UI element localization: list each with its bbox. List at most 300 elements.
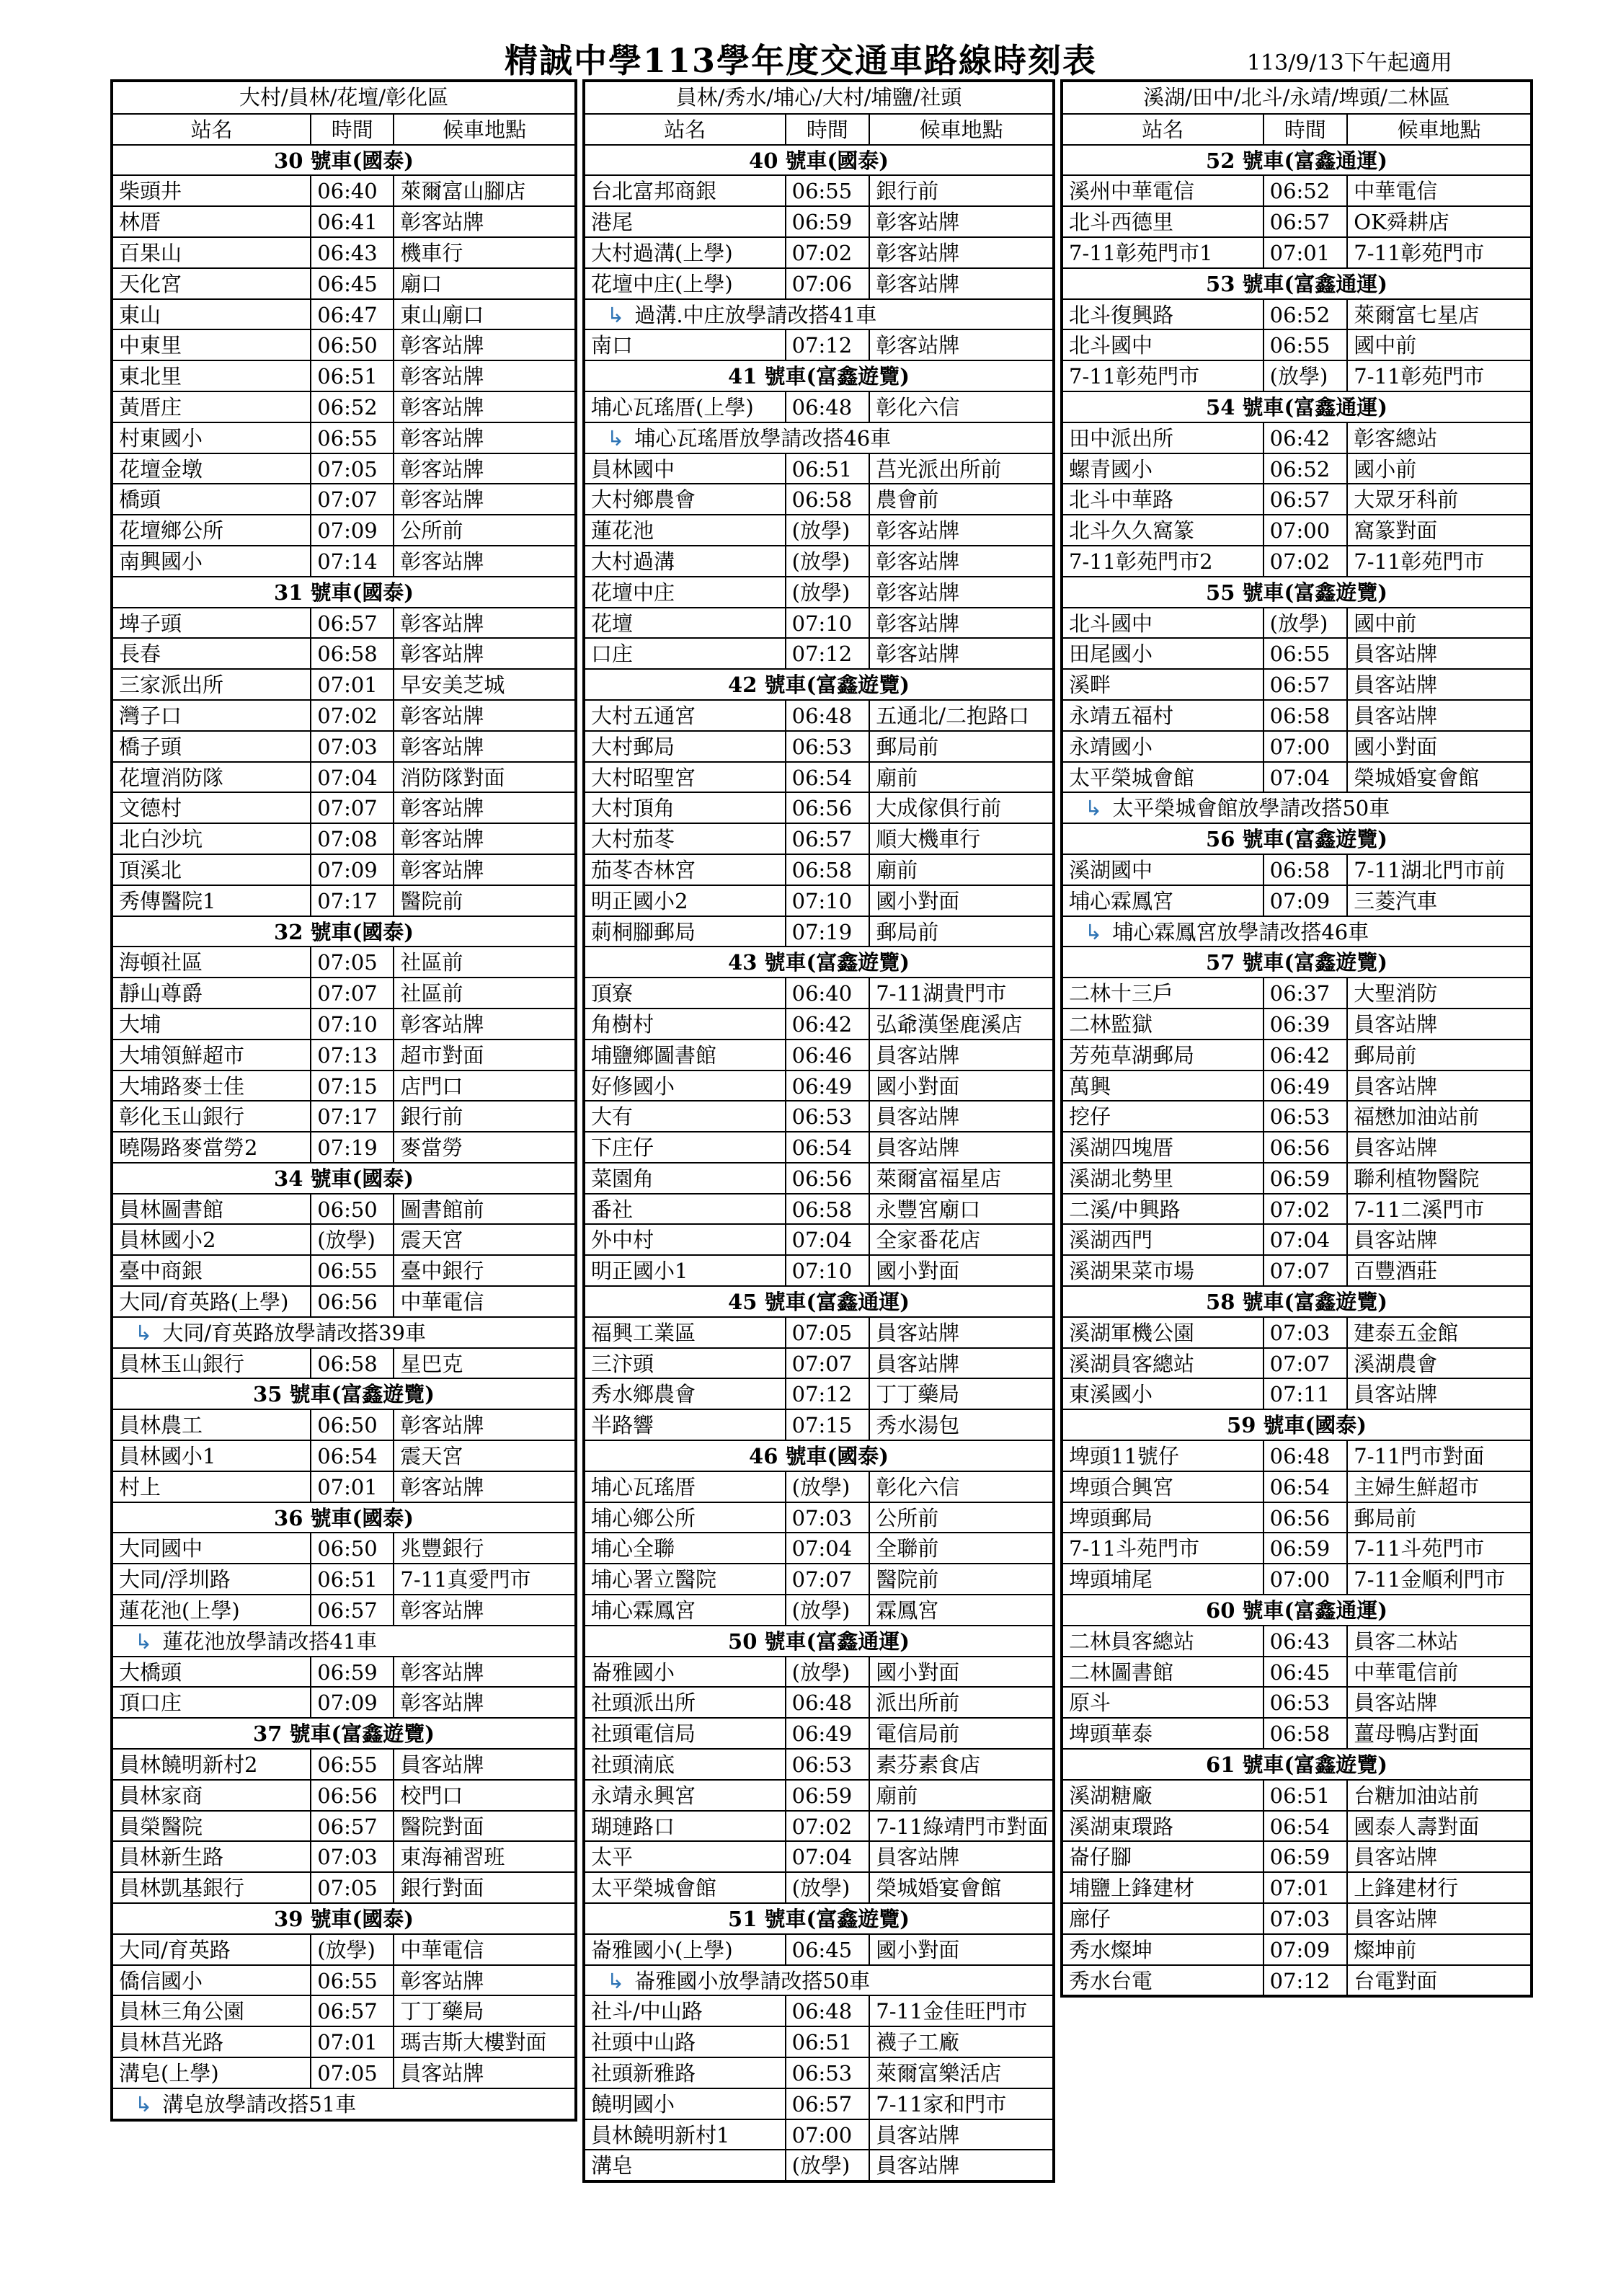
- table-row: [585, 916, 1052, 947]
- table-row: [113, 730, 574, 761]
- pickup-location: 萊爾富七星店: [1354, 302, 1480, 327]
- table-row: [585, 699, 1052, 730]
- table-row: [585, 1100, 1052, 1131]
- pickup-location: 丁丁藥局: [876, 1382, 960, 1407]
- departure-time: 07:10: [311, 1009, 394, 1039]
- pickup-location: 榮城婚宴會館: [1354, 765, 1480, 790]
- pickup-location: 員客站牌: [400, 1752, 484, 1778]
- table-row: [1063, 1625, 1530, 1656]
- table-row: [585, 977, 1052, 1008]
- table-row: [113, 360, 574, 391]
- station-name: 大村過溝(上學): [585, 238, 786, 267]
- pickup-location: 廟口: [400, 271, 443, 296]
- region-header: 員林/秀水/埔心/大村/埔鹽/社頭: [675, 85, 962, 110]
- departure-time: 06:51: [311, 361, 394, 391]
- pickup-location: 彰客站牌: [400, 1598, 484, 1623]
- departure-time: 07:03: [311, 1842, 394, 1871]
- station-name: 菜園角: [585, 1163, 786, 1193]
- transfer-arrow-icon: ↳: [1085, 796, 1103, 821]
- table-row: [585, 1378, 1052, 1409]
- region-header: 溪湖/田中/北斗/永靖/埤頭/二林區: [1143, 85, 1450, 110]
- pickup-location: 7-11湖貴門市: [876, 981, 1007, 1006]
- departure-time: 07:02: [786, 238, 871, 267]
- departure-time: 06:55: [311, 1966, 394, 1995]
- station-name: 中東里: [113, 330, 311, 360]
- pickup-location: 彰客站牌: [400, 456, 484, 482]
- pickup-location: 彰客站牌: [400, 394, 484, 420]
- table-row: [585, 1871, 1052, 1902]
- pickup-location: 彰客站牌: [400, 364, 484, 389]
- station-name: 員林莒光路: [113, 2027, 311, 2057]
- departure-time: 06:50: [311, 1410, 394, 1440]
- station-name: 大同/浮圳路: [113, 1564, 311, 1594]
- pickup-location: 郵局前: [876, 734, 939, 759]
- table-row: [585, 453, 1052, 484]
- departure-time: 07:03: [1264, 1904, 1349, 1933]
- pickup-location: 彰客站牌: [400, 1474, 484, 1499]
- station-name: 太平榮城會館: [1063, 763, 1264, 792]
- table-row: [585, 1594, 1052, 1625]
- departure-time: 06:58: [786, 1194, 871, 1224]
- bus-header: 56 號車(富鑫遊覽): [1063, 823, 1530, 854]
- pickup-location: 員客站牌: [1354, 673, 1438, 698]
- station-name: 7-11彰苑門市1: [1063, 238, 1264, 267]
- table-row: [585, 1563, 1052, 1594]
- table-row: [113, 329, 574, 360]
- station-name: 社頭新雅路: [585, 2058, 786, 2088]
- pickup-location: 順大機車行: [876, 827, 981, 852]
- pickup-location: 中華電信: [400, 1937, 484, 1962]
- station-name: 社頭中山路: [585, 2027, 786, 2057]
- pickup-location: 全家番花店: [876, 1228, 981, 1253]
- pickup-location: 彰客站牌: [876, 611, 960, 636]
- table-row: [113, 1748, 574, 1779]
- pickup-location: 五通北/二抱路口: [876, 703, 1030, 728]
- departure-time: 07:00: [1264, 732, 1349, 761]
- departure-time: 07:04: [1264, 1225, 1349, 1254]
- pickup-location: 台糖加油站前: [1354, 1783, 1480, 1808]
- departure-time: 06:58: [311, 639, 394, 668]
- table-row: [585, 730, 1052, 761]
- table-row: [113, 391, 574, 422]
- table-row: [113, 885, 574, 916]
- departure-time: 07:19: [311, 1133, 394, 1162]
- departure-time: 06:57: [1264, 484, 1349, 514]
- table-row: [113, 174, 574, 205]
- departure-time: 06:58: [1264, 1719, 1349, 1748]
- departure-time: 07:12: [786, 639, 871, 668]
- pickup-location: 派出所前: [876, 1690, 960, 1716]
- departure-time: 06:55: [1264, 330, 1349, 360]
- station-name: 頂溪北: [113, 855, 311, 885]
- header-time: 時間: [1264, 115, 1349, 144]
- transfer-note: [113, 2088, 574, 2119]
- table-row: [1063, 1162, 1530, 1193]
- departure-time: 07:07: [786, 1349, 871, 1378]
- bus-header: 43 號車(富鑫遊覽): [585, 946, 1052, 977]
- departure-time: 07:00: [1264, 515, 1349, 545]
- table-row: [585, 1254, 1052, 1285]
- pickup-location: 震天宮: [400, 1228, 463, 1253]
- station-name: 下庄仔: [585, 1133, 786, 1162]
- table-row: [113, 1840, 574, 1871]
- pickup-location: 彰客站牌: [400, 1413, 484, 1438]
- station-name: 員林國小1: [113, 1441, 311, 1471]
- transfer-arrow-icon: ↳: [135, 1628, 153, 1654]
- table-row: [113, 483, 574, 514]
- departure-time: 06:53: [786, 732, 871, 761]
- pickup-location: 郵局前: [876, 919, 939, 944]
- station-name: 大村五通宮: [585, 701, 786, 730]
- table-row: [585, 391, 1052, 422]
- station-name: 瑚璉路口: [585, 1812, 786, 1841]
- pickup-location: 員客站牌: [400, 2061, 484, 2086]
- pickup-location: 員客站牌: [1354, 1135, 1438, 1161]
- station-name: 秀水鄉農會: [585, 1379, 786, 1409]
- station-name: 埤子頭: [113, 608, 311, 638]
- pickup-location: 星巴克: [400, 1351, 463, 1376]
- station-name: 花壇鄉公所: [113, 515, 311, 545]
- departure-time: 06:43: [311, 238, 394, 267]
- pickup-location: 彰客站牌: [400, 642, 484, 667]
- departure-time: 07:00: [786, 2120, 871, 2150]
- bus-header: 42 號車(富鑫遊覽): [585, 668, 1052, 699]
- departure-time: 07:09: [311, 1688, 394, 1717]
- station-name: 大村昭聖宮: [585, 763, 786, 792]
- pickup-location: 國中前: [1354, 333, 1417, 358]
- station-name: 大村過溝: [585, 546, 786, 576]
- table-row: [113, 1100, 574, 1131]
- pickup-location: 員客站牌: [876, 1320, 960, 1345]
- departure-time: 06:52: [1264, 454, 1349, 484]
- departure-time: 06:55: [311, 1256, 394, 1285]
- station-name: 員林三角公園: [113, 1996, 311, 2026]
- transfer-note: [1063, 792, 1530, 823]
- departure-time: 07:03: [1264, 1318, 1349, 1347]
- departure-time: 07:04: [786, 1842, 871, 1871]
- station-name: 海頓社區: [113, 947, 311, 977]
- pickup-location: 瑪吉斯大樓對面: [400, 2030, 547, 2055]
- pickup-location: 員客站牌: [876, 1042, 960, 1068]
- pickup-location: 薑母鴨店對面: [1354, 1721, 1480, 1747]
- pickup-location: 機車行: [400, 240, 463, 265]
- departure-time: 07:05: [786, 1318, 871, 1347]
- table-row: [585, 1686, 1052, 1717]
- table-row: [585, 637, 1052, 668]
- pickup-location: 彰客總站: [1354, 425, 1438, 451]
- pickup-location: 超市對面: [400, 1042, 484, 1068]
- station-name: 社頭派出所: [585, 1688, 786, 1717]
- station-name: 福興工業區: [585, 1318, 786, 1347]
- station-name: 埔心鄉公所: [585, 1503, 786, 1533]
- station-name: 大同/育英路: [113, 1935, 311, 1964]
- pickup-location: 員客站牌: [876, 1104, 960, 1130]
- departure-time: 06:58: [311, 1349, 394, 1378]
- departure-time: 06:56: [786, 793, 871, 823]
- pickup-location: 大眾牙科前: [1354, 487, 1459, 513]
- departure-time: 07:10: [786, 608, 871, 638]
- pickup-location: 萊爾富樂活店: [876, 2061, 1002, 2086]
- departure-time: 06:59: [1264, 1842, 1349, 1871]
- departure-time: 07:00: [1264, 1564, 1349, 1594]
- bus-header: 40 號車(國泰): [585, 144, 1052, 175]
- departure-time: (放學): [786, 577, 871, 607]
- header-station: 站名: [113, 115, 311, 144]
- transfer-note-text: 崙雅國小放學請改搭50車: [634, 1968, 871, 1993]
- departure-time: 06:51: [311, 1564, 394, 1594]
- pickup-location: 彰客站牌: [400, 425, 484, 451]
- station-name: 埤頭11號仔: [1063, 1441, 1264, 1471]
- pickup-location: 素芬素食店: [876, 1752, 981, 1778]
- table-row: [1063, 1193, 1530, 1224]
- station-name: 埔心霖鳳宮: [1063, 886, 1264, 916]
- station-name: 埔心霖鳳宮: [585, 1595, 786, 1625]
- transfer-arrow-icon: ↳: [607, 425, 625, 451]
- departure-time: 06:56: [311, 1781, 394, 1810]
- departure-time: 06:46: [786, 1040, 871, 1070]
- transfer-note: [1063, 916, 1530, 947]
- transfer-note-text: 埔心霖鳳宮放學請改搭46車: [1112, 919, 1369, 944]
- departure-time: (放學): [786, 2150, 871, 2180]
- station-name: 溪畔: [1063, 670, 1264, 699]
- station-name: 花壇: [585, 608, 786, 638]
- station-name: 挖仔: [1063, 1102, 1264, 1131]
- station-name: 溪湖西門: [1063, 1225, 1264, 1254]
- table-row: [1063, 637, 1530, 668]
- station-name: 橋子頭: [113, 732, 311, 761]
- station-name: 南興國小: [113, 546, 311, 576]
- transfer-note: [585, 422, 1052, 453]
- table-row: [1063, 329, 1530, 360]
- departure-time: 06:41: [311, 207, 394, 236]
- pickup-location: 國小對面: [876, 888, 960, 913]
- pickup-location: 員客二林站: [1354, 1628, 1459, 1654]
- table-row: [113, 1347, 574, 1378]
- departure-time: 07:17: [311, 886, 394, 916]
- header-location: 候車地點: [443, 117, 527, 142]
- station-name: 黃厝庄: [113, 392, 311, 422]
- pickup-location: 醫院前: [876, 1567, 939, 1592]
- station-name: 莿桐腳郵局: [585, 917, 786, 947]
- bus-header: 57 號車(富鑫遊覽): [1063, 946, 1530, 977]
- departure-time: (放學): [786, 1595, 871, 1625]
- transfer-note-text: 太平榮城會館放學請改搭50車: [1112, 796, 1390, 821]
- table-row: [1063, 236, 1530, 267]
- departure-time: 06:57: [1264, 670, 1349, 699]
- table-row: [1063, 1532, 1530, 1563]
- departure-time: 07:02: [786, 1812, 871, 1841]
- table-row: [1063, 1686, 1530, 1717]
- station-name: 溪州中華電信: [1063, 176, 1264, 205]
- pickup-location: 兆豐銀行: [400, 1536, 484, 1561]
- station-name: 埔心署立醫院: [585, 1564, 786, 1594]
- table-row: [585, 1933, 1052, 1964]
- departure-time: 06:57: [311, 608, 394, 638]
- station-name: 秀傳醫院1: [113, 886, 311, 916]
- pickup-location: 東海補習班: [400, 1845, 505, 1870]
- pickup-location: 員客站牌: [1354, 703, 1438, 728]
- departure-time: 07:07: [1264, 1349, 1349, 1378]
- table-row: [113, 1471, 574, 1502]
- table-row: [585, 607, 1052, 638]
- station-name: 溪湖果菜市場: [1063, 1256, 1264, 1285]
- departure-time: 07:15: [786, 1410, 871, 1440]
- departure-time: 06:58: [786, 855, 871, 885]
- station-name: 僑信國小: [113, 1966, 311, 1995]
- station-name: 員林國中: [585, 454, 786, 484]
- station-name: 廍仔: [1063, 1904, 1264, 1933]
- departure-time: 07:03: [786, 1503, 871, 1533]
- table-row: [113, 761, 574, 792]
- transfer-arrow-icon: ↳: [135, 2091, 153, 2117]
- bus-header: 32 號車(國泰): [113, 916, 574, 947]
- bus-header: 55 號車(富鑫遊覽): [1063, 576, 1530, 607]
- departure-time: 06:56: [1264, 1503, 1349, 1533]
- table-row: [585, 1070, 1052, 1101]
- table-row: [1063, 730, 1530, 761]
- table-row: [113, 1686, 574, 1717]
- departure-time: 06:47: [311, 300, 394, 329]
- bus-header: 58 號車(富鑫遊覽): [1063, 1285, 1530, 1316]
- route-column-2: [582, 79, 1055, 2183]
- table-row: [585, 1316, 1052, 1347]
- header-time: 時間: [786, 115, 871, 144]
- table-row: [113, 668, 574, 699]
- departure-time: 06:45: [1264, 1657, 1349, 1687]
- table-row: [113, 946, 574, 977]
- table-row: [113, 1223, 574, 1254]
- pickup-location: 廟前: [876, 765, 918, 790]
- station-name: 大橋頭: [113, 1657, 311, 1687]
- station-name: 田中派出所: [1063, 423, 1264, 453]
- table-row: [585, 1223, 1052, 1254]
- column-headers: [1063, 113, 1530, 144]
- table-row: [1063, 422, 1530, 453]
- pickup-location: 員客站牌: [1354, 1073, 1438, 1099]
- pickup-location: 彰客站牌: [400, 333, 484, 358]
- station-name: 社頭湳底: [585, 1750, 786, 1779]
- pickup-location: 燦坤前: [1354, 1937, 1417, 1962]
- station-name: 東北里: [113, 361, 311, 391]
- departure-time: 06:48: [1264, 1441, 1349, 1471]
- pickup-location: 彰化六信: [876, 1474, 960, 1499]
- pickup-location: 襪子工廠: [876, 2030, 960, 2055]
- table-row: [585, 2119, 1052, 2150]
- station-name: 埤頭埔尾: [1063, 1564, 1264, 1594]
- station-name: 埤頭合興宮: [1063, 1472, 1264, 1502]
- pickup-location: 萊爾富福星店: [876, 1166, 1002, 1191]
- pickup-location: 7-11彰苑門市: [1354, 364, 1485, 389]
- bus-header: 35 號車(富鑫遊覽): [113, 1378, 574, 1409]
- transfer-note-text: 溝皂放學請改搭51車: [162, 2091, 357, 2117]
- station-name: 秀水台電: [1063, 1966, 1264, 1995]
- station-name: 員林圖書館: [113, 1194, 311, 1224]
- pickup-location: 彰客站牌: [400, 1690, 484, 1716]
- departure-time: 06:48: [786, 1688, 871, 1717]
- departure-time: 06:58: [786, 484, 871, 514]
- pickup-location: 銀行前: [876, 179, 939, 204]
- pickup-location: 彰客站牌: [876, 580, 960, 605]
- departure-time: 07:09: [311, 855, 394, 885]
- pickup-location: 彰客站牌: [400, 827, 484, 852]
- pickup-location: 員客站牌: [876, 2122, 960, 2147]
- station-name: 員林饒明新村2: [113, 1750, 311, 1779]
- station-name: 大埔領鮮超市: [113, 1040, 311, 1070]
- departure-time: 07:04: [311, 763, 394, 792]
- transfer-arrow-icon: ↳: [1085, 919, 1103, 944]
- pickup-location: 麥當勞: [400, 1135, 463, 1161]
- pickup-location: 弘爺漢堡鹿溪店: [876, 1011, 1023, 1037]
- departure-time: 06:53: [786, 2058, 871, 2088]
- table-row: [585, 854, 1052, 885]
- departure-time: 07:01: [1264, 1873, 1349, 1902]
- departure-time: 07:01: [1264, 238, 1349, 267]
- station-name: 明正國小1: [585, 1256, 786, 1285]
- departure-time: 07:04: [1264, 763, 1349, 792]
- departure-time: 06:50: [311, 1194, 394, 1224]
- table-row: [1063, 1316, 1530, 1347]
- departure-time: 06:48: [786, 392, 871, 422]
- table-row: [1063, 1779, 1530, 1810]
- pickup-location: 國中前: [1354, 611, 1417, 636]
- departure-time: 06:51: [786, 2027, 871, 2057]
- table-row: [113, 823, 574, 854]
- bus-header: 60 號車(富鑫通運): [1063, 1594, 1530, 1625]
- departure-time: 06:52: [311, 392, 394, 422]
- departure-time: 06:55: [311, 1750, 394, 1779]
- departure-time: 06:45: [311, 269, 394, 298]
- departure-time: 07:07: [311, 484, 394, 514]
- departure-time: 07:03: [311, 732, 394, 761]
- table-row: [1063, 545, 1530, 576]
- pickup-location: 員客站牌: [1354, 1228, 1438, 1253]
- departure-time: 06:49: [1264, 1071, 1349, 1101]
- station-name: 明正國小2: [585, 886, 786, 916]
- pickup-location: 早安美芝城: [400, 673, 505, 698]
- table-row: [1063, 1502, 1530, 1533]
- table-row: [1063, 483, 1530, 514]
- pickup-location: 員客站牌: [876, 2153, 960, 2178]
- table-row: [1063, 1223, 1530, 1254]
- table-row: [585, 2149, 1052, 2180]
- departure-time: 06:58: [1264, 701, 1349, 730]
- station-name: 村東國小: [113, 423, 311, 453]
- bus-header: 50 號車(富鑫通運): [585, 1625, 1052, 1656]
- station-name: 溪湖北勢里: [1063, 1163, 1264, 1193]
- station-name: 員榮醫院: [113, 1812, 311, 1841]
- header-location: 候車地點: [1397, 117, 1481, 142]
- station-name: 員林饒明新村1: [585, 2120, 786, 2150]
- station-name: 原斗: [1063, 1688, 1264, 1717]
- pickup-location: 廟前: [876, 1783, 918, 1808]
- departure-time: 06:58: [1264, 855, 1349, 885]
- pickup-location: 建泰五金館: [1354, 1320, 1459, 1345]
- pickup-location: 7-11金順利門市: [1354, 1567, 1506, 1592]
- pickup-location: 彰客站牌: [400, 1968, 484, 1993]
- pickup-location: 彰客站牌: [876, 333, 960, 358]
- transfer-arrow-icon: ↳: [607, 302, 625, 327]
- table-row: [113, 1285, 574, 1316]
- bus-header: 51 號車(富鑫遊覽): [585, 1902, 1052, 1933]
- station-name: 溪湖四塊厝: [1063, 1133, 1264, 1162]
- departure-time: (放學): [1264, 361, 1349, 391]
- station-name: 埔鹽上鋒建材: [1063, 1873, 1264, 1902]
- departure-time: 06:53: [1264, 1102, 1349, 1131]
- table-row: [1063, 1656, 1530, 1687]
- departure-time: (放學): [786, 546, 871, 576]
- table-row: [1063, 854, 1530, 885]
- departure-time: 06:57: [311, 1595, 394, 1625]
